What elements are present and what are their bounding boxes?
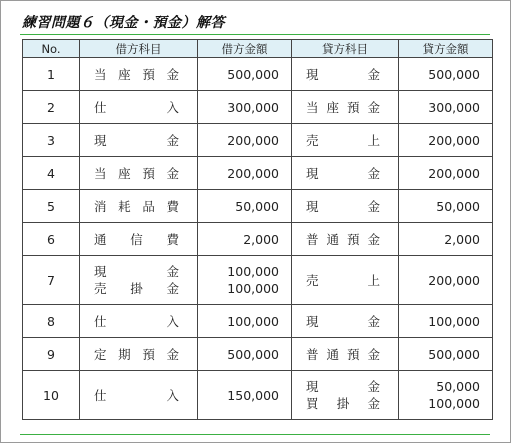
account-char: 預 — [346, 231, 360, 247]
row-number: 1 — [23, 58, 80, 91]
credit-amount-value: 2,000 — [444, 231, 480, 247]
debit-amount-value: 200,000 — [227, 165, 279, 181]
debit-amount — [198, 223, 292, 256]
account-char: 入 — [166, 99, 179, 115]
table-row — [23, 124, 493, 157]
debit-account — [80, 223, 198, 256]
account-char: 金 — [367, 346, 380, 362]
credit-amount-value: 200,000 — [428, 165, 480, 181]
table-row — [23, 256, 493, 305]
debit-amount-value: 50,000 — [235, 198, 279, 214]
debit-amount — [198, 305, 292, 338]
debit-account-line — [94, 99, 179, 116]
account-char: 上 — [367, 132, 380, 148]
debit-account — [80, 91, 198, 124]
bottom-rule — [20, 434, 490, 435]
account-char: 金 — [367, 66, 380, 82]
credit-amount-value: 200,000 — [428, 132, 480, 148]
debit-amount — [198, 58, 292, 91]
row-number: 5 — [23, 190, 80, 223]
account-char: 預 — [142, 346, 155, 362]
debit-account-line — [94, 387, 179, 404]
row-number: 4 — [23, 157, 80, 190]
account-char: 入 — [166, 387, 179, 403]
header-debit-account: 借方科目 — [80, 40, 198, 58]
debit-amount-value: 500,000 — [227, 346, 279, 362]
account-char: 座 — [326, 99, 339, 115]
debit-account-line — [94, 263, 179, 280]
account-char: 現 — [306, 198, 319, 214]
account-char: 普 — [306, 346, 319, 362]
table-row — [23, 157, 493, 190]
credit-account — [292, 256, 399, 305]
credit-account-line — [306, 378, 380, 395]
debit-account — [80, 124, 198, 157]
row-number: 2 — [23, 91, 80, 124]
debit-account — [80, 256, 198, 305]
debit-amount-value: 200,000 — [227, 132, 279, 148]
credit-account-line — [306, 313, 380, 330]
account-char: 費 — [166, 231, 179, 247]
debit-amount — [198, 256, 292, 305]
debit-amount — [198, 371, 292, 420]
account-char: 金 — [166, 346, 179, 362]
debit-account-line — [94, 165, 179, 182]
account-char: 金 — [166, 281, 179, 296]
account-char: 座 — [118, 66, 131, 82]
account-char: 預 — [346, 346, 360, 362]
credit-amount-value: 200,000 — [428, 272, 480, 288]
row-number: 7 — [23, 256, 80, 305]
credit-amount — [399, 371, 493, 420]
credit-amount-value: 500,000 — [428, 346, 480, 362]
account-char: 消 — [94, 198, 107, 214]
credit-account-line — [306, 395, 380, 412]
debit-account — [80, 157, 198, 190]
debit-account — [80, 190, 198, 223]
row-number: 10 — [23, 371, 80, 420]
credit-account — [292, 58, 399, 91]
account-char: 預 — [142, 66, 155, 82]
header-credit-account: 貸方科目 — [292, 40, 399, 58]
table-row — [23, 58, 493, 91]
account-char: 預 — [346, 99, 360, 115]
account-char: 売 — [306, 132, 319, 148]
credit-account-line — [306, 272, 380, 289]
account-char: 金 — [367, 379, 380, 394]
credit-account — [292, 190, 399, 223]
account-char: 仕 — [94, 99, 107, 115]
account-char: 座 — [118, 165, 131, 181]
credit-amount — [399, 91, 493, 124]
debit-amount-value: 500,000 — [227, 66, 279, 82]
account-char: 耗 — [118, 198, 131, 214]
credit-account — [292, 124, 399, 157]
account-char: 買 — [306, 396, 319, 411]
debit-amount-value: 150,000 — [227, 387, 279, 403]
account-char: 信 — [130, 231, 143, 247]
account-char: 上 — [367, 272, 380, 288]
debit-account — [80, 58, 198, 91]
debit-amount-value: 100,000 — [227, 313, 279, 329]
account-char: 費 — [166, 198, 179, 214]
table-row — [23, 305, 493, 338]
row-number: 8 — [23, 305, 80, 338]
row-number: 6 — [23, 223, 80, 256]
credit-account-line — [306, 165, 380, 182]
credit-amount-value: 100,000 — [428, 313, 480, 329]
debit-amount — [198, 157, 292, 190]
debit-amount-value: 100,000 — [227, 264, 279, 279]
account-char: 通 — [326, 346, 339, 362]
page-title: 練習問題６（現金・預金）解答 — [22, 15, 225, 31]
account-char: 通 — [326, 231, 339, 247]
account-char: 金 — [166, 132, 179, 148]
account-char: 売 — [306, 272, 319, 288]
account-char: 期 — [118, 346, 131, 362]
table-row — [23, 223, 493, 256]
account-char: 現 — [306, 313, 319, 329]
debit-account-line — [94, 66, 179, 83]
table-row — [23, 91, 493, 124]
credit-account — [292, 91, 399, 124]
debit-account-line — [94, 132, 179, 149]
credit-amount — [399, 124, 493, 157]
table-header-row — [23, 40, 493, 58]
credit-account — [292, 338, 399, 371]
credit-amount-value: 50,000 — [436, 379, 480, 394]
debit-account — [80, 338, 198, 371]
account-char: 入 — [166, 313, 179, 329]
credit-account-line — [306, 132, 380, 149]
credit-amount — [399, 256, 493, 305]
debit-amount-value: 2,000 — [243, 231, 279, 247]
account-char: 金 — [166, 264, 179, 279]
table-row — [23, 371, 493, 420]
account-char: 普 — [306, 231, 319, 247]
debit-amount — [198, 190, 292, 223]
credit-amount — [399, 338, 493, 371]
header-no: No. — [23, 40, 80, 58]
credit-amount-value: 300,000 — [428, 99, 480, 115]
credit-amount-value: 500,000 — [428, 66, 480, 82]
account-char: 金 — [367, 198, 380, 214]
account-char: 預 — [142, 165, 155, 181]
credit-amount — [399, 58, 493, 91]
account-char: 当 — [94, 66, 107, 82]
account-char: 金 — [367, 231, 380, 247]
account-char: 現 — [306, 165, 319, 181]
account-char: 現 — [94, 132, 107, 148]
credit-amount — [399, 305, 493, 338]
debit-account-line — [94, 198, 179, 215]
account-char: 当 — [306, 99, 319, 115]
account-char: 金 — [367, 165, 380, 181]
account-char: 通 — [94, 231, 107, 247]
debit-account — [80, 305, 198, 338]
credit-account-line — [306, 231, 380, 248]
credit-account — [292, 371, 399, 420]
credit-account-line — [306, 66, 380, 83]
credit-amount — [399, 157, 493, 190]
account-char: 掛 — [130, 281, 143, 296]
credit-account-line — [306, 99, 380, 116]
account-char: 金 — [367, 99, 380, 115]
account-char: 金 — [166, 66, 179, 82]
debit-amount — [198, 124, 292, 157]
account-char: 金 — [367, 313, 380, 329]
account-char: 仕 — [94, 313, 107, 329]
account-char: 当 — [94, 165, 107, 181]
account-char: 売 — [94, 281, 107, 296]
journal-answer-table — [22, 39, 493, 420]
account-char: 定 — [94, 346, 107, 362]
header-debit-amount: 借方金額 — [198, 40, 292, 58]
debit-account-line — [94, 280, 179, 297]
row-number: 9 — [23, 338, 80, 371]
debit-amount — [198, 91, 292, 124]
credit-account-line — [306, 198, 380, 215]
credit-amount — [399, 190, 493, 223]
credit-account — [292, 157, 399, 190]
header-credit-amount: 貸方金額 — [399, 40, 493, 58]
table-row — [23, 190, 493, 223]
debit-account-line — [94, 346, 179, 363]
debit-account-line — [94, 313, 179, 330]
table-row — [23, 338, 493, 371]
debit-amount-value: 100,000 — [227, 281, 279, 296]
account-char: 現 — [306, 66, 319, 82]
account-char: 現 — [94, 264, 107, 279]
credit-amount-value: 50,000 — [436, 198, 480, 214]
account-char: 金 — [166, 165, 179, 181]
account-char: 仕 — [94, 387, 107, 403]
account-char: 現 — [306, 379, 319, 394]
credit-amount-value: 100,000 — [428, 396, 480, 411]
account-char: 品 — [142, 198, 155, 214]
credit-account — [292, 223, 399, 256]
account-char: 金 — [367, 396, 380, 411]
row-number: 3 — [23, 124, 80, 157]
credit-amount — [399, 223, 493, 256]
credit-account-line — [306, 346, 380, 363]
credit-account — [292, 305, 399, 338]
debit-amount — [198, 338, 292, 371]
account-char: 掛 — [336, 396, 350, 411]
title-underline — [20, 34, 490, 35]
debit-account-line — [94, 231, 179, 248]
debit-account — [80, 371, 198, 420]
debit-amount-value: 300,000 — [227, 99, 279, 115]
